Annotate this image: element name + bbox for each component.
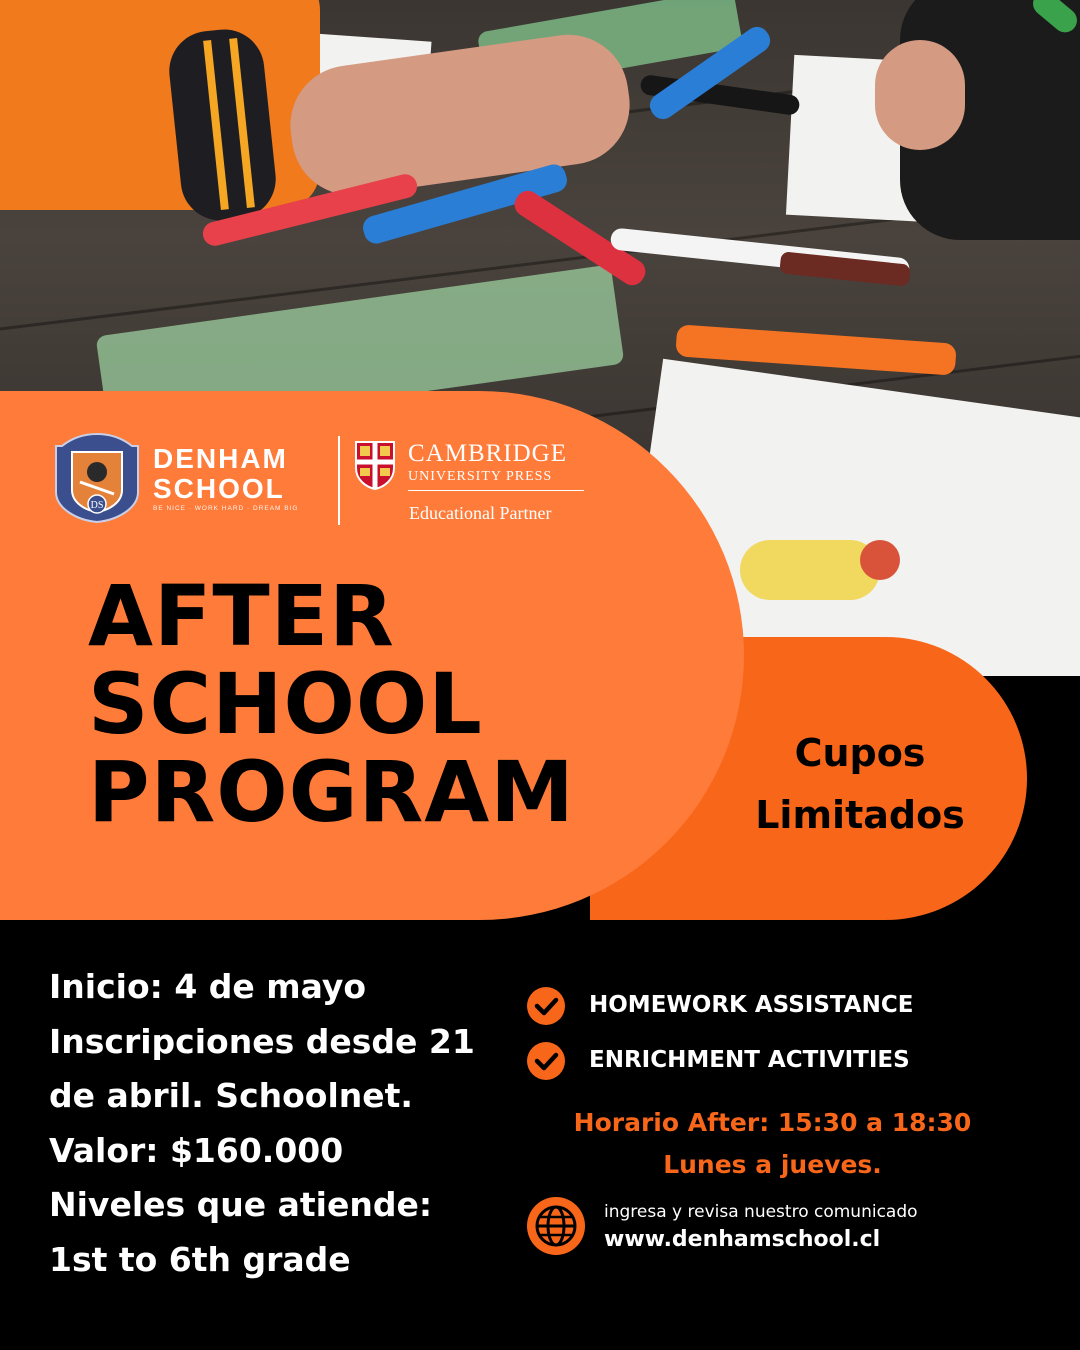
cambridge-logo bbox=[354, 438, 594, 528]
globe-icon bbox=[526, 1196, 586, 1256]
website-intro: ingresa y revisa nuestro comunicado bbox=[604, 1202, 918, 1222]
levels-label: Niveles que atiende: bbox=[49, 1185, 433, 1224]
check-circle-icon bbox=[526, 1041, 566, 1081]
school-crest-icon bbox=[52, 432, 142, 524]
program-title: AFTER SCHOOL PROGRAM bbox=[88, 567, 575, 841]
start-date: Inicio: 4 de mayo bbox=[49, 967, 367, 1006]
program-details bbox=[49, 960, 519, 1287]
schedule-hours: Horario After: 15:30 a 18:30 bbox=[573, 1108, 972, 1137]
partner-rule bbox=[408, 490, 584, 491]
enrollment-info-cont: de abril. Schoolnet. bbox=[49, 1076, 413, 1115]
cambridge-shield-icon bbox=[354, 440, 396, 490]
school-name: DENHAM SCHOOL bbox=[153, 443, 288, 504]
logo-divider bbox=[338, 436, 340, 525]
schedule bbox=[560, 1102, 985, 1186]
svg-text:DS: DS bbox=[90, 500, 104, 511]
check-circle-icon bbox=[526, 986, 566, 1026]
schedule-days: Lunes a jueves. bbox=[663, 1150, 882, 1179]
feature-label: ENRICHMENT ACTIVITIES bbox=[589, 1047, 910, 1073]
limited-spots-text: Cupos Limitados bbox=[755, 731, 965, 837]
levels-value: 1st to 6th grade bbox=[49, 1239, 351, 1279]
enrollment-info: Inscripciones desde 21 bbox=[49, 1021, 475, 1061]
school-motto: BE NICE · WORK HARD · DREAM BIG bbox=[153, 505, 299, 512]
partner-name: CAMBRIDGE bbox=[408, 440, 568, 467]
partner-subtitle: UNIVERSITY PRESS bbox=[408, 469, 553, 484]
denham-school-logo bbox=[52, 432, 320, 524]
feature-label: HOMEWORK ASSISTANCE bbox=[589, 992, 914, 1018]
price: Valor: $160.000 bbox=[49, 1130, 344, 1170]
website-link[interactable]: www.denhamschool.cl bbox=[604, 1227, 881, 1252]
partner-role: Educational Partner bbox=[409, 503, 552, 523]
